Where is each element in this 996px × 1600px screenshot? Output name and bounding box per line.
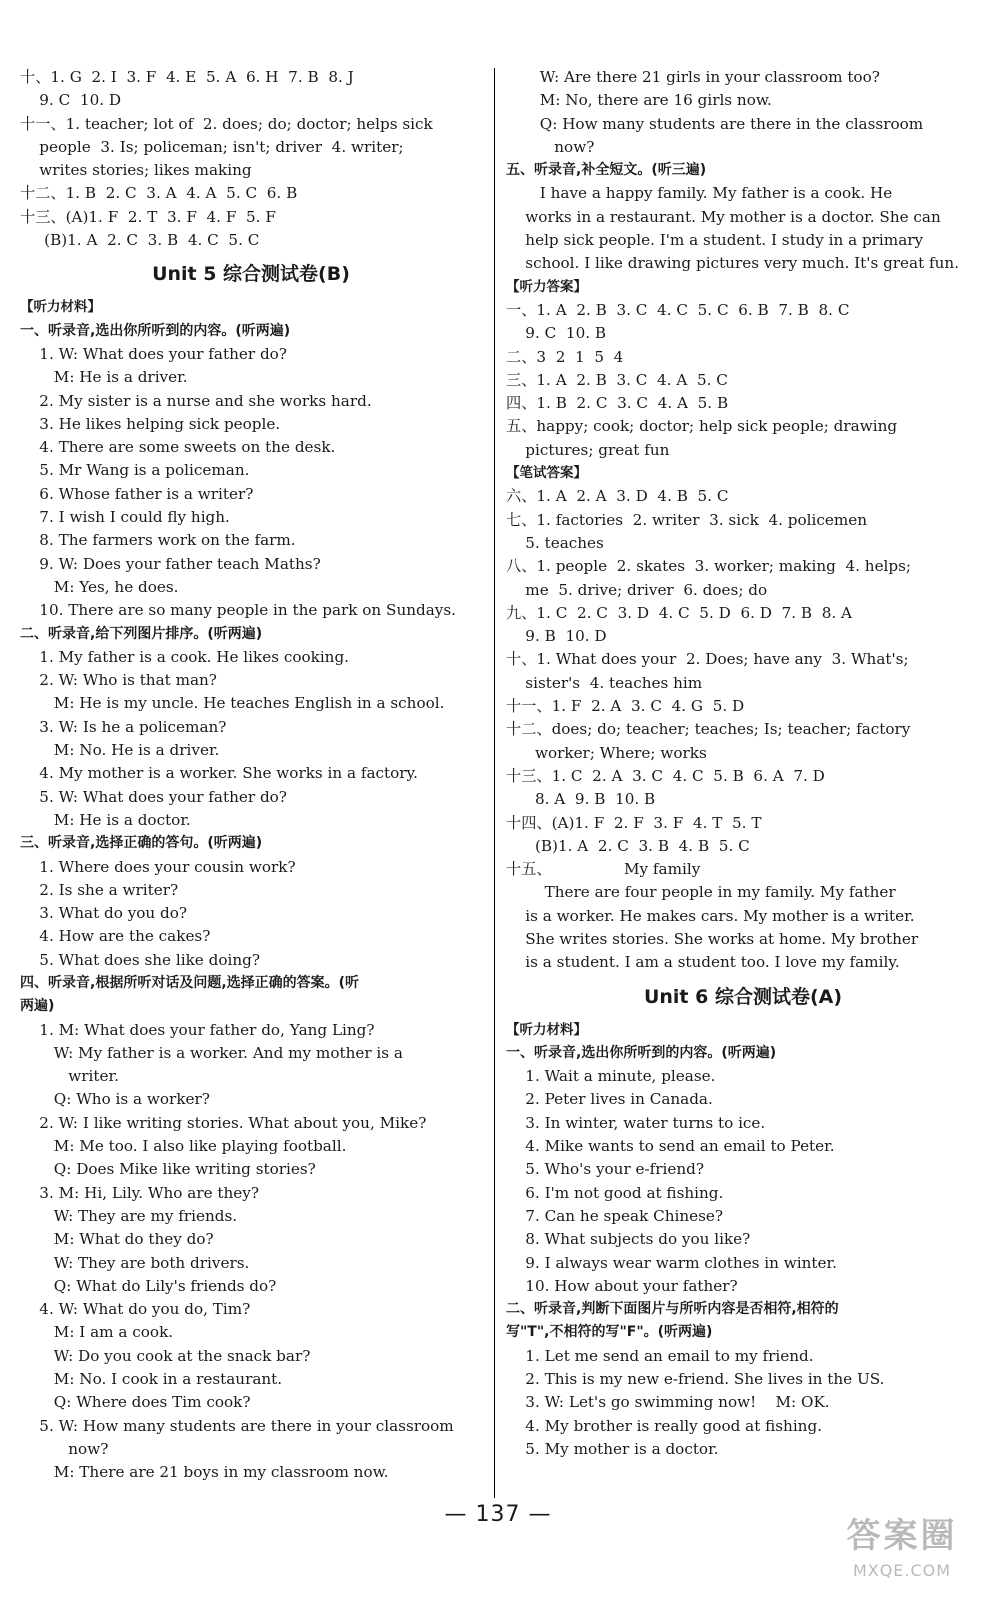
text-line: 1. M: What does your father do, Yang Ling? (20, 1020, 375, 1039)
text-line: 十一、1. F 2. A 3. C 4. G 5. D (506, 697, 745, 716)
section-heading: 五、听录音,补全短文。(听三遍) (506, 162, 707, 179)
text-line: 9. C 10. B (506, 324, 607, 343)
text-line: 2. This is my new e-friend. She lives in the US. (506, 1370, 885, 1389)
text-line: 9. I always wear warm clothes in winter. (506, 1253, 837, 1272)
text-line: M: What do they do? (20, 1230, 214, 1249)
text-line: 十五、 My family (506, 860, 701, 879)
text-line: 5. What does she like doing? (20, 950, 260, 969)
section-tag: 【听力材料】 (506, 1021, 587, 1038)
section-heading: 一、听录音,选出你所听到的内容。(听两遍) (20, 322, 291, 339)
text-line: 7. Can he speak Chinese? (506, 1206, 724, 1225)
text-line: M: Me too. I also like playing football. (20, 1137, 347, 1156)
text-line: 三、1. A 2. B 3. C 4. A 5. C (506, 370, 728, 389)
section-heading: 两遍) (20, 998, 55, 1015)
text-line: 3. In winter, water turns to ice. (506, 1113, 766, 1132)
watermark-main: 答案圈 (846, 1516, 958, 1556)
text-line: 十二、does; do; teacher; teaches; Is; teacher; factory (506, 720, 911, 739)
section-heading: 一、听录音,选出你所听到的内容。(听两遍) (506, 1044, 777, 1061)
watermark-url: MXQE.COM (852, 1561, 952, 1580)
text-line: 5. Mr Wang is a policeman. (20, 461, 250, 480)
text-line: worker; Where; works (506, 743, 707, 762)
text-line: 十、1. What does your 2. Does; have any 3. What's; (506, 650, 909, 669)
text-line: I have a happy family. My father is a cook. He (506, 184, 893, 203)
text-line: help sick people. I'm a student. I study in a primary (506, 231, 924, 250)
unit-title: Unit 6 综合测试卷(A) (643, 985, 843, 1008)
text-line: M: I am a cook. (20, 1323, 174, 1342)
text-line: Q: Who is a worker? (20, 1090, 210, 1109)
text-line: Q: How many students are there in the classroom (506, 114, 924, 133)
text-line: sister's 4. teaches him (506, 673, 703, 692)
text-line: She writes stories. She works at home. My brother (506, 929, 919, 948)
text-line: W: Do you cook at the snack bar? (20, 1346, 311, 1365)
text-line: now? (506, 137, 595, 156)
text-line: 2. Is she a writer? (20, 880, 179, 899)
text-line: works in a restaurant. My mother is a doctor. She can (506, 207, 941, 226)
text-line: W: My father is a worker. And my mother is a (20, 1043, 403, 1062)
text-line: W: Are there 21 girls in your classroom too? (506, 68, 880, 86)
text-line: 4. W: What do you do, Tim? (20, 1300, 251, 1319)
text-line: 9. W: Does your father teach Maths? (20, 554, 321, 573)
watermark-logo (822, 1512, 982, 1594)
text-line: 1. Where does your cousin work? (20, 857, 296, 876)
text-line: me 5. drive; driver 6. does; do (506, 580, 768, 599)
text-line: 四、1. B 2. C 3. C 4. A 5. B (506, 394, 729, 413)
column-divider (494, 68, 495, 1498)
text-line: 6. Whose father is a writer? (20, 484, 254, 503)
text-line: 八、1. people 2. skates 3. worker; making 4. helps; (506, 557, 912, 576)
text-line: 五、happy; cook; doctor; help sick people; drawing (506, 417, 898, 436)
text-line: (B)1. A 2. C 3. B 4. B 5. C (506, 836, 750, 855)
text-line: 六、1. A 2. A 3. D 4. B 5. C (506, 487, 729, 506)
text-line: now? (20, 1439, 109, 1458)
text-line: 3. What do you do? (20, 904, 188, 923)
text-line: M: No, there are 16 girls now. (506, 91, 772, 110)
text-line: 1. Let me send an email to my friend. (506, 1346, 814, 1365)
text-line: W: They are my friends. (20, 1206, 238, 1225)
text-line: (B)1. A 2. C 3. B 4. C 5. C (20, 231, 260, 250)
text-line: M: He is my uncle. He teaches English in a school. (20, 694, 445, 713)
text-line: people 3. Is; policeman; isn't; driver 4. writer; (20, 137, 404, 156)
text-line: 七、1. factories 2. writer 3. sick 4. policemen (506, 510, 868, 529)
text-line: 2. W: Who is that man? (20, 671, 217, 690)
text-line: 7. I wish I could fly high. (20, 508, 230, 527)
text-line: W: They are both drivers. (20, 1253, 250, 1272)
text-line: Q: Where does Tim cook? (20, 1393, 251, 1412)
text-line: pictures; great fun (506, 440, 670, 459)
text-line: 一、1. A 2. B 3. C 4. C 5. C 6. B 7. B 8. C (506, 300, 850, 319)
text-line: 2. Peter lives in Canada. (506, 1090, 713, 1109)
page-number: — 137 — (444, 1502, 552, 1527)
text-line: 十一、1. teacher; lot of 2. does; do; doctor; helps sick (20, 114, 433, 133)
text-line: is a worker. He makes cars. My mother is a writer. (506, 906, 915, 925)
text-line: 2. W: I like writing stories. What about you, Mike? (20, 1113, 427, 1132)
text-line: 1. Wait a minute, please. (506, 1067, 716, 1086)
text-line: M: There are 21 boys in my classroom now. (20, 1463, 389, 1482)
text-line: 3. W: Is he a policeman? (20, 717, 227, 736)
text-line: 6. I'm not good at fishing. (506, 1183, 724, 1202)
text-line: 9. C 10. D (20, 91, 122, 110)
text-line: M: Yes, he does. (20, 577, 179, 596)
text-line: 3. He likes helping sick people. (20, 414, 281, 433)
section-heading: 二、听录音,给下列图片排序。(听两遍) (20, 625, 263, 642)
text-line: is a student. I am a student too. I love my family. (506, 953, 900, 972)
text-line: 九、1. C 2. C 3. D 4. C 5. D 6. D 7. B 8. A (506, 603, 853, 622)
text-line: 4. My brother is really good at fishing. (506, 1416, 823, 1435)
text-line: 8. A 9. B 10. B (506, 790, 656, 809)
section-tag: 【笔试答案】 (506, 465, 587, 482)
right-column (506, 66, 980, 1461)
text-line: 5. Who's your e-friend? (506, 1160, 705, 1179)
text-line: 4. There are some sweets on the desk. (20, 438, 336, 457)
text-line: Q: Does Mike like writing stories? (20, 1160, 316, 1179)
text-line: 5. W: What does your father do? (20, 787, 287, 806)
left-column (20, 66, 482, 1485)
text-line: writes stories; likes making (20, 161, 252, 180)
section-heading: 写"T",不相符的写"F"。(听两遍) (506, 1324, 713, 1341)
text-line: 十三、(A)1. F 2. T 3. F 4. F 5. F (20, 207, 276, 226)
unit-title: Unit 5 综合测试卷(B) (152, 263, 350, 286)
text-line: 4. Mike wants to send an email to Peter. (506, 1137, 835, 1156)
section-heading: 三、听录音,选择正确的答句。(听两遍) (20, 835, 263, 852)
text-line: 8. The farmers work on the farm. (20, 531, 296, 550)
section-heading: 二、听录音,判断下面图片与所听内容是否相符,相符的 (506, 1301, 839, 1318)
text-line: 9. B 10. D (506, 627, 607, 646)
text-line: M: He is a driver. (20, 368, 188, 387)
text-line: 二、3 2 1 5 4 (506, 347, 624, 366)
text-line: 十四、(A)1. F 2. F 3. F 4. T 5. T (506, 813, 762, 832)
text-line: 8. What subjects do you like? (506, 1230, 751, 1249)
text-line: 5. W: How many students are there in your classroom (20, 1416, 454, 1435)
text-line: 3. W: Let's go swimming now! M: OK. (506, 1393, 830, 1412)
text-line: 3. M: Hi, Lily. Who are they? (20, 1183, 259, 1202)
section-heading: 四、听录音,根据所听对话及问题,选择正确的答案。(听 (20, 974, 360, 991)
text-line: school. I like drawing pictures very much. It's great fun. (506, 254, 960, 273)
text-line: 4. My mother is a worker. She works in a factory. (20, 764, 418, 783)
text-line: 1. My father is a cook. He likes cooking. (20, 647, 350, 666)
section-tag: 【听力答案】 (506, 278, 587, 295)
text-line: M: He is a doctor. (20, 810, 191, 829)
text-line: 4. How are the cakes? (20, 927, 211, 946)
text-line: Q: What do Lily's friends do? (20, 1276, 277, 1295)
text-line: M: No. He is a driver. (20, 741, 220, 760)
text-line: 5. My mother is a doctor. (506, 1439, 719, 1458)
text-line: There are four people in my family. My father (506, 883, 896, 902)
text-line: 十三、1. C 2. A 3. C 4. C 5. B 6. A 7. D (506, 766, 825, 785)
text-line: 十、1. G 2. I 3. F 4. E 5. A 6. H 7. B 8. J (20, 68, 354, 86)
section-tag: 【听力材料】 (20, 299, 101, 316)
text-line: 10. How about your father? (506, 1276, 738, 1295)
text-line: 2. My sister is a nurse and she works hard. (20, 391, 372, 410)
text-line: 1. W: What does your father do? (20, 344, 287, 363)
text-line: M: No. I cook in a restaurant. (20, 1370, 283, 1389)
text-line: writer. (20, 1067, 119, 1086)
text-line: 10. There are so many people in the park on Sundays. (20, 601, 456, 620)
text-line: 5. teaches (506, 533, 604, 552)
text-line: 十二、1. B 2. C 3. A 4. A 5. C 6. B (20, 184, 298, 203)
